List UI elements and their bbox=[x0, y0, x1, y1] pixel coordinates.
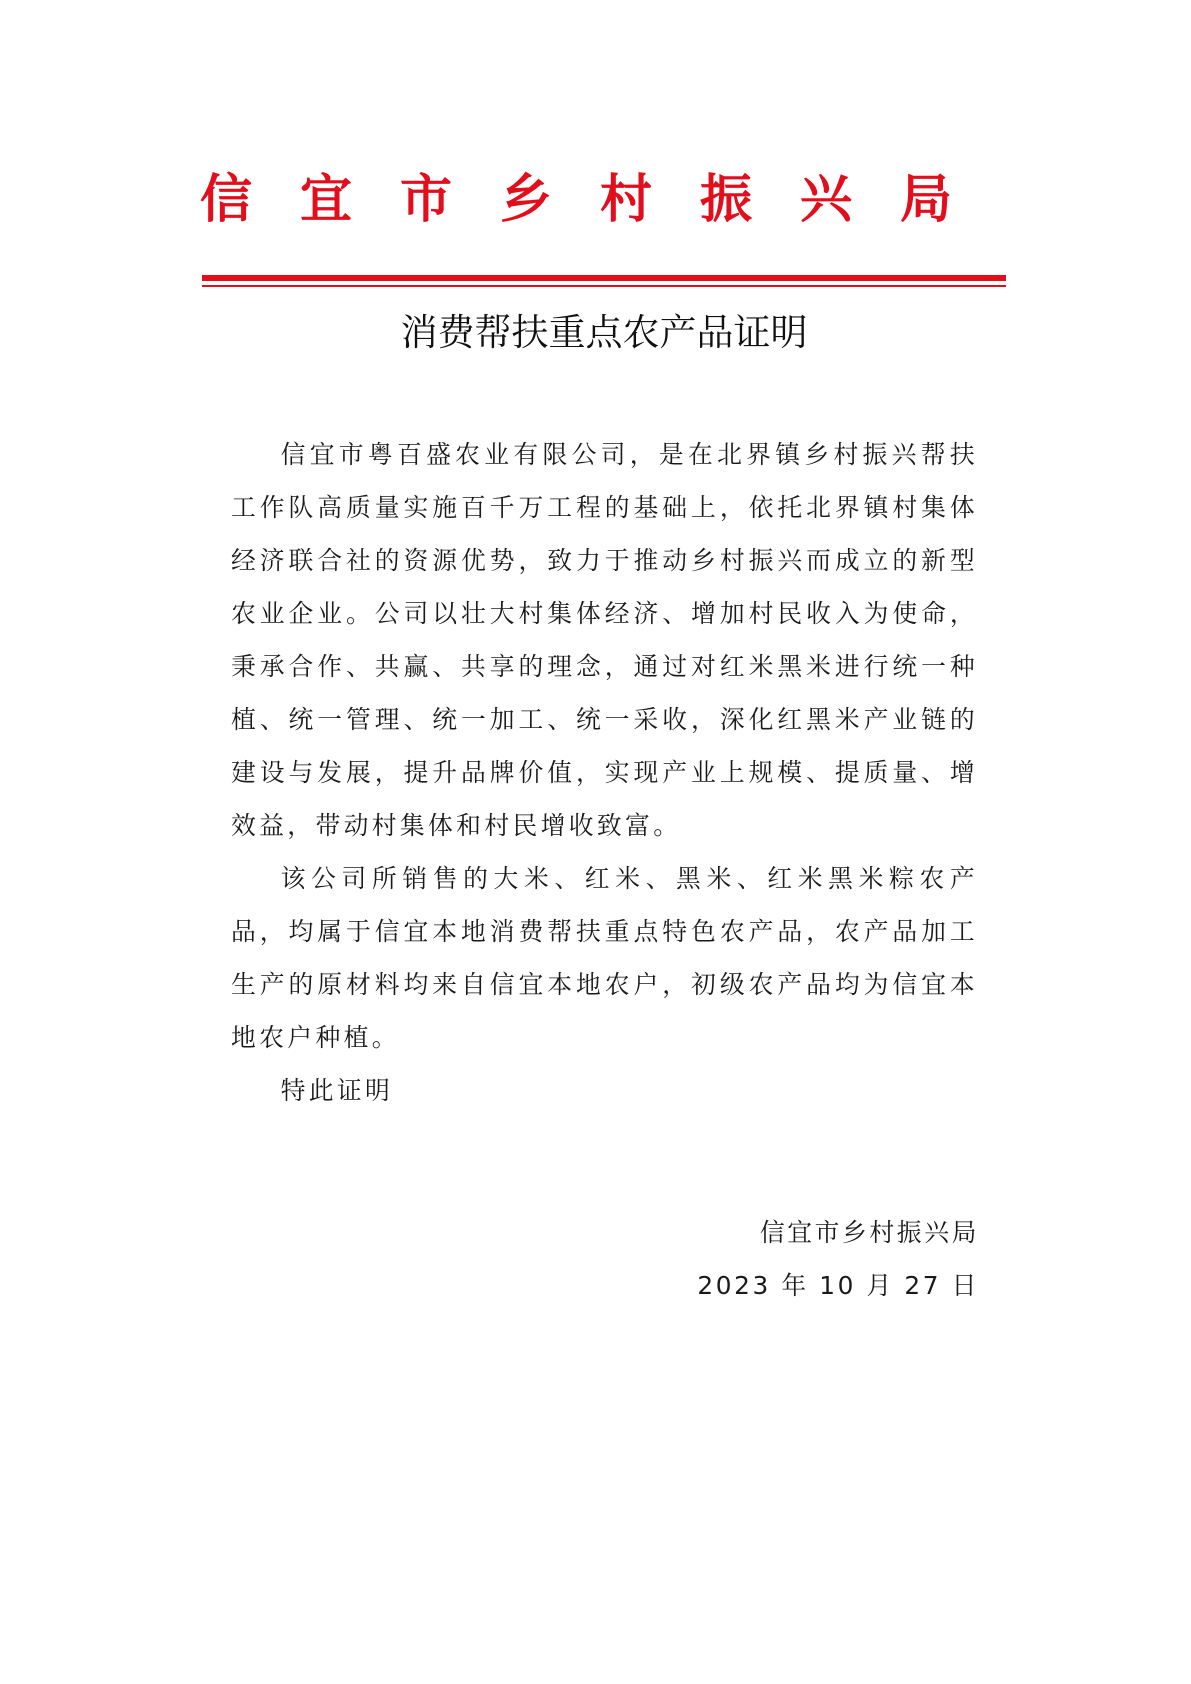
letterhead-issuer: 信宜市乡村振兴局 bbox=[199, 169, 1000, 230]
document-body bbox=[231, 428, 978, 1117]
body-paragraph-closing: 特此证明 bbox=[280, 1076, 394, 1105]
body-paragraph-2: 该公司所销售的大米、红米、黑米、红米黑米粽农产品，均属于信宜本地消费帮扶重点特色农产品，农产品加工生产的原材料均来自信宜本地农户，初级农产品均为信宜本地农户种植。 bbox=[231, 864, 978, 1052]
body-paragraph-1: 信宜市粤百盛农业有限公司，是在北界镇乡村振兴帮扶工作队高质量实施百千万工程的基础上，依托北界镇村集体经济联合社的资源优势，致力于推动乡村振兴而成立的新型农业企业。公司以壮大村集体经济、增加村民收入为使命，秉承合作、共赢、共享的理念，通过对红米黑米进行统一种植、统一管理、统一加工、统一采收，深化红黑米产业链的建设与发展，提升品牌价值，实现产业上规模、提质量、增效益，带动村集体和村民增收致富。 bbox=[231, 440, 978, 840]
signature-issuer: 信宜市乡村振兴局 bbox=[759, 1218, 979, 1247]
letterhead-rule-thin bbox=[202, 285, 1006, 287]
letterhead-rule-thick bbox=[202, 275, 1006, 281]
signature-block bbox=[697, 1206, 979, 1312]
document-title: 消费帮扶重点农产品证明 bbox=[400, 311, 808, 354]
signature-date: 2023 年 10 月 27 日 bbox=[697, 1271, 979, 1300]
